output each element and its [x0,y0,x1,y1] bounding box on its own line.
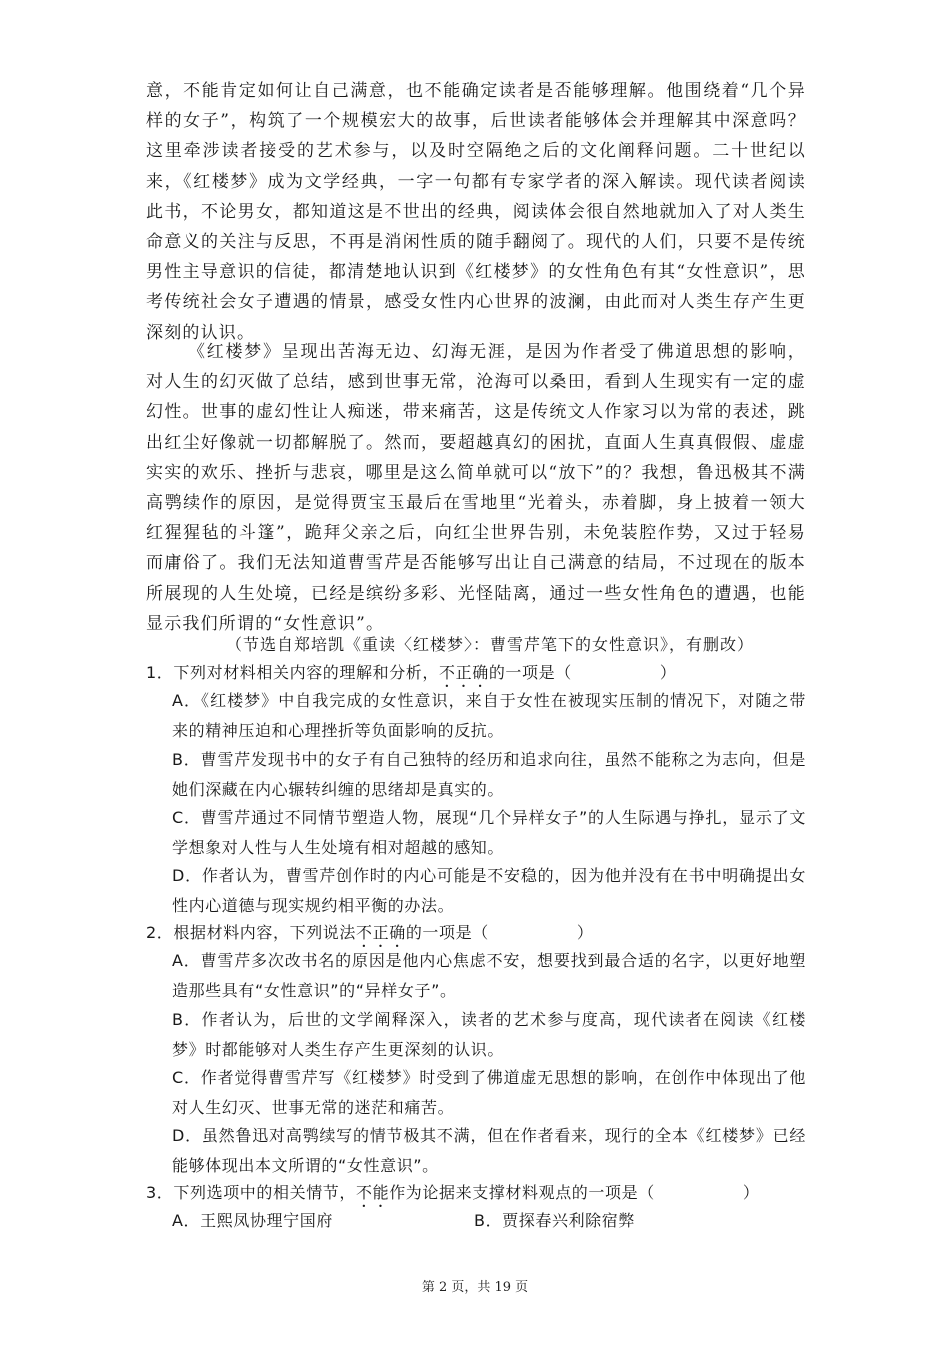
question-text: 作为论据来支撑材料观点的一项是（ [389,1183,655,1202]
emphasis-text: 不正确 [439,663,489,682]
question-1-option-a: A．《红楼梦》中自我完成的女性意识，来自于女性在被现实压制的情况下，对随之带来的精神压迫和心理挫折等负面影响的反抗。 [172,691,806,740]
emphasis-text: 不能 [356,1183,390,1202]
question-3-option-b: B．贾探春兴利除宿弊 [474,1211,635,1230]
question-1-option-d: D．作者认为，曹雪芹创作时的内心可能是不安稳的，因为他并没有在书中明确提出女性内心道德与现实规约相平衡的办法。 [172,866,806,915]
passage-paragraph-2: 《红楼梦》呈现出苦海无边、幻海无涯，是因为作者受了佛道思想的影响，对人生的幻灭做了总结，感到世事无常，沧海可以桑田，看到人生现实有一定的虚幻性。世事的虚幻性让人痴迷，带来痛苦，这是传统文人作家习以为常的表述，跳出红尘好像就一切都解脱了。然而，要超越真幻的困扰，直面人生真真假假、虚虚实实的欢乐、挫折与悲哀，哪里是这么简单就可以“放下”的？我想，鲁迅极其不满高鹗续作的原因，是觉得贾宝玉最后在雪地里“光着头，赤着脚，身上披着一领大红猩猩毡的斗篷”，跪拜父亲之后，向红尘世界告别，未免装腔作势，又过于轻易而庸俗了。我们无法知道曹雪芹是否能够写出让自己满意的结局，不过现在的版本所展现的人生处境，已经是缤纷多彩、光怪陆离，通过一些女性角色的遭遇，也能显示我们所谓的“女性意识”。 [146,342,806,634]
answer-close-paren: ） [742,1183,760,1202]
question-1-option-c: C．曹雪芹通过不同情节塑造人物，展现“几个异样女子”的人生际遇与挣扎，显示了文学想象对人性与人生处境有相对超越的感知。 [172,808,806,857]
question-text: 的一项是（ [488,663,572,682]
question-2-option-b: B．作者认为，后世的文学阐释深入，读者的艺术参与度高，现代读者在阅读《红楼梦》时都能够对人类生存产生更深刻的认识。 [172,1010,806,1059]
question-text: 根据材料内容，下列说法 [173,923,356,942]
passage-source: （节选自郑培凯《重读〈红楼梦〉：曹雪芹笔下的女性意识》，有删改） [226,635,755,654]
emphasis-text: 不正确 [356,923,406,942]
question-2-option-d: D．虽然鲁迅对高鹗续写的情节极其不满，但在作者看来，现行的全本《红楼梦》已经能够体现出本文所谓的“女性意识”。 [172,1126,806,1175]
question-3-option-a: A．王熙凤协理宁国府 [172,1211,333,1230]
answer-close-paren: ） [576,923,594,942]
passage-paragraph-1: 意，不能肯定如何让自己满意，也不能确定读者是否能够理解。他围绕着“几个异样的女子”，构筑了一个规模宏大的故事，后世读者能够体会并理解其中深意吗？这里牵涉读者接受的艺术参与，以及时空隔绝之后的文化阐释问题。二十世纪以来，《红楼梦》成为文学经典，一字一句都有专家学者的深入解读。现代读者阅读此书，不论男女，都知道这是不世出的经典，阅读体会很自然地就加入了对人类生命意义的关注与反思，不再是消闲性质的随手翻阅了。现代的人们，只要不是传统男性主导意识的信徒，都清楚地认识到《红楼梦》的女性角色有其“女性意识”，思考传统社会女子遭遇的情景，感受女性内心世界的波澜，由此而对人类生存产生更深刻的认识。 [146,81,806,343]
answer-close-paren: ） [659,663,677,682]
page-footer: 第 2 页，共 19 页 [421,1280,529,1295]
question-text: 下列选项中的相关情节， [173,1183,356,1202]
question-2-option-c: C．作者觉得曹雪芹写《红楼梦》时受到了佛道虚无思想的影响，在创作中体现出了他对人生幻灭、世事无常的迷茫和痛苦。 [172,1068,806,1117]
question-number: 2． [146,923,174,942]
question-number: 1． [146,663,174,682]
question-text: 下列对材料相关内容的理解和分析， [173,663,439,682]
question-2-option-a: A．曹雪芹多次改书名的原因是他内心焦虑不安，想要找到最合适的名字，以更好地塑造那些具有“女性意识”的“异样女子”。 [172,951,806,1000]
question-text: 的一项是（ [405,923,489,942]
question-1-option-b: B．曹雪芹发现书中的女子有自己独特的经历和追求向往，虽然不能称之为志向，但是她们深藏在内心辗转纠缠的思绪却是真实的。 [172,750,806,799]
question-number: 3． [146,1183,174,1202]
